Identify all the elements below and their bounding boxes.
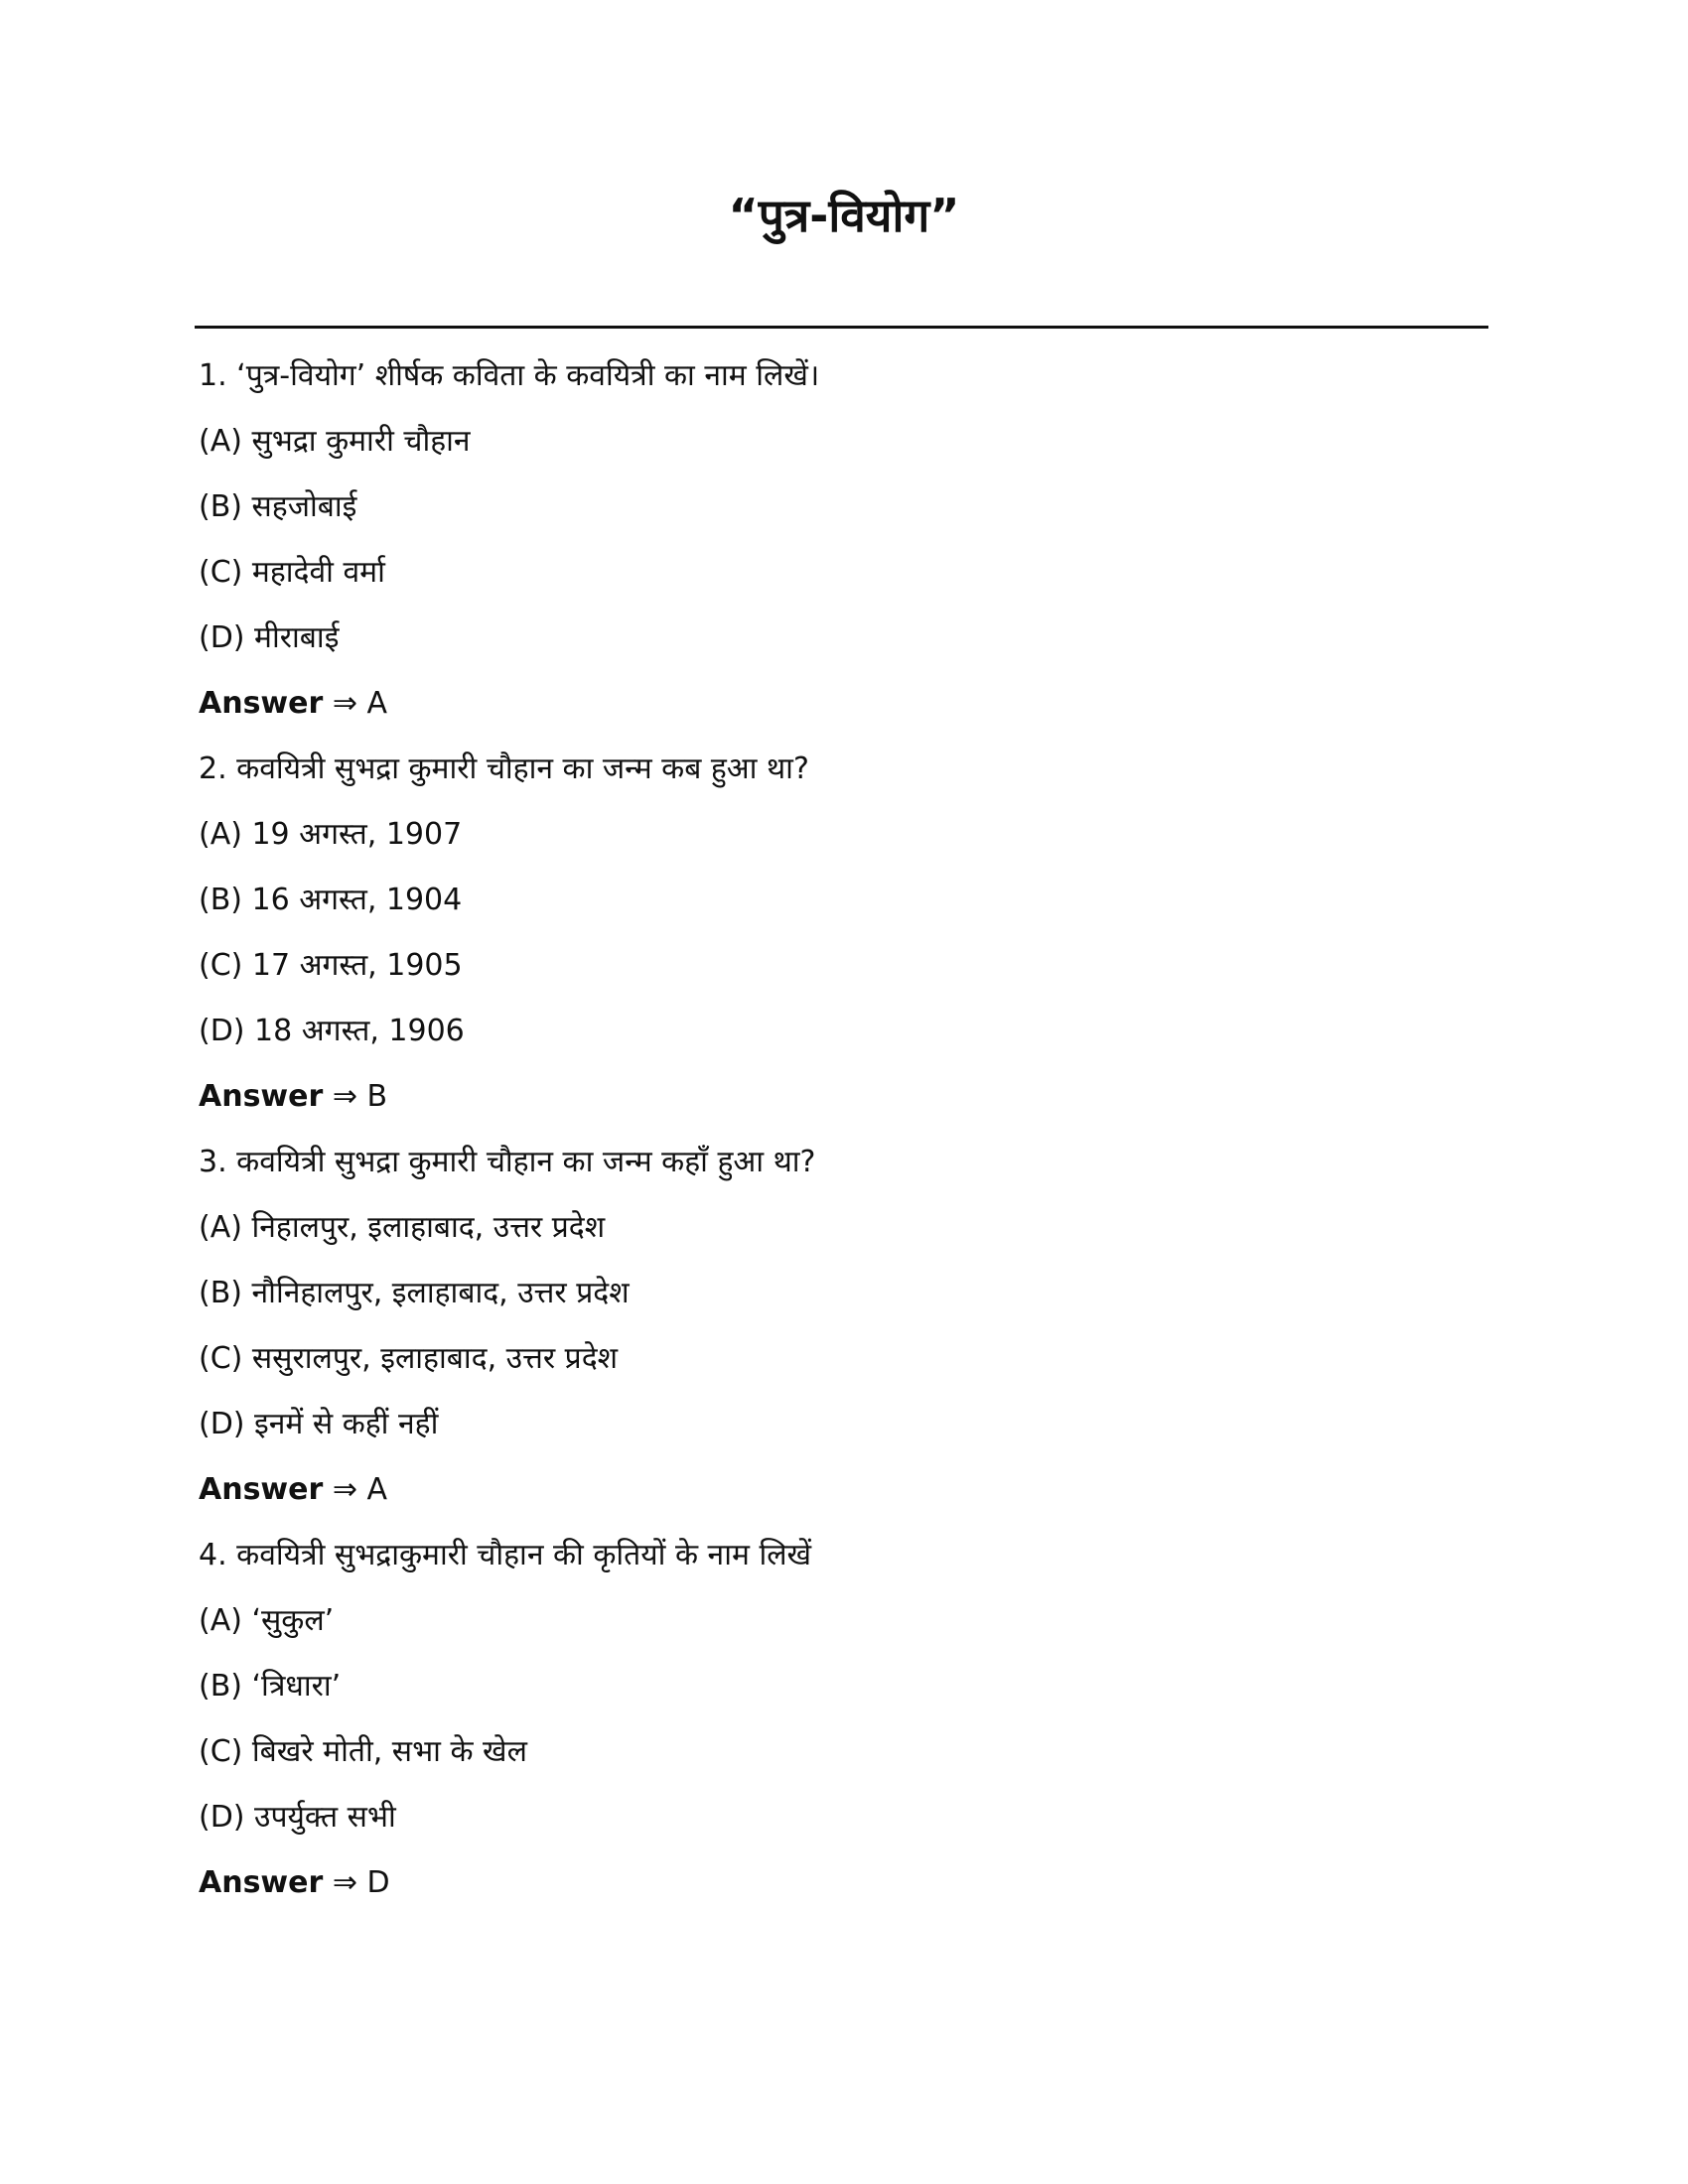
answer-value: ⇒ A bbox=[332, 686, 388, 721]
question-list bbox=[199, 343, 1489, 1916]
question-2-text: 2. कवयित्री सुभद्रा कुमारी चौहान का जन्म कब हुआ था? bbox=[199, 751, 809, 786]
answer-label: Answer bbox=[199, 686, 324, 721]
question-4-text: 4. कवयित्री सुभद्राकुमारी चौहान की कृतियों के नाम लिखें bbox=[199, 1538, 812, 1572]
question-3-option-a: (A) निहालपुर, इलाहाबाद, उत्तर प्रदेश bbox=[199, 1210, 606, 1245]
question-4-option-c: (C) बिखरे मोती, सभा के खेल bbox=[199, 1734, 527, 1769]
title-divider bbox=[195, 326, 1488, 329]
question-3-text: 3. कवयित्री सुभद्रा कुमारी चौहान का जन्म कहाँ हुआ था? bbox=[199, 1145, 816, 1179]
question-3-option-d: (D) इनमें से कहीं नहीं bbox=[199, 1407, 439, 1441]
answer-label: Answer bbox=[199, 1472, 324, 1507]
page-title: “पुत्र-वियोग” bbox=[728, 189, 960, 242]
answer-value: ⇒ D bbox=[332, 1865, 390, 1900]
question-2-option-c: (C) 17 अगस्त, 1905 bbox=[199, 948, 463, 983]
question-2-option-b: (B) 16 अगस्त, 1904 bbox=[199, 883, 463, 917]
question-2-answer bbox=[199, 1064, 1489, 1130]
question-4-option-a: (A) ‘सुकुल’ bbox=[199, 1603, 335, 1638]
question-2-option-a: (A) 19 अगस्त, 1907 bbox=[199, 817, 463, 852]
question-4-option-d: (D) उपर्युक्त सभी bbox=[199, 1800, 396, 1835]
question-3-option-c: (C) ससुरालपुर, इलाहाबाद, उत्तर प्रदेश bbox=[199, 1341, 619, 1376]
question-1-text: 1. ‘पुत्र-वियोग’ शीर्षक कविता के कवयित्री का नाम लिखें। bbox=[199, 358, 820, 393]
question-3-answer bbox=[199, 1457, 1489, 1523]
question-1-option-a: (A) सुभद्रा कुमारी चौहान bbox=[199, 424, 471, 459]
answer-label: Answer bbox=[199, 1865, 324, 1900]
question-3-option-b: (B) नौनिहालपुर, इलाहाबाद, उत्तर प्रदेश bbox=[199, 1276, 630, 1310]
answer-value: ⇒ A bbox=[332, 1472, 388, 1507]
question-1-answer bbox=[199, 671, 1489, 737]
question-1-option-c: (C) महादेवी वर्मा bbox=[199, 555, 385, 590]
answer-value: ⇒ B bbox=[332, 1079, 388, 1114]
question-1-option-b: (B) सहजोबाई bbox=[199, 489, 357, 524]
question-4-answer bbox=[199, 1850, 1489, 1916]
question-2-option-d: (D) 18 अगस्त, 1906 bbox=[199, 1014, 465, 1048]
answer-label: Answer bbox=[199, 1079, 324, 1114]
question-4-option-b: (B) ‘त्रिधारा’ bbox=[199, 1669, 342, 1704]
question-1-option-d: (D) मीराबाई bbox=[199, 620, 340, 655]
